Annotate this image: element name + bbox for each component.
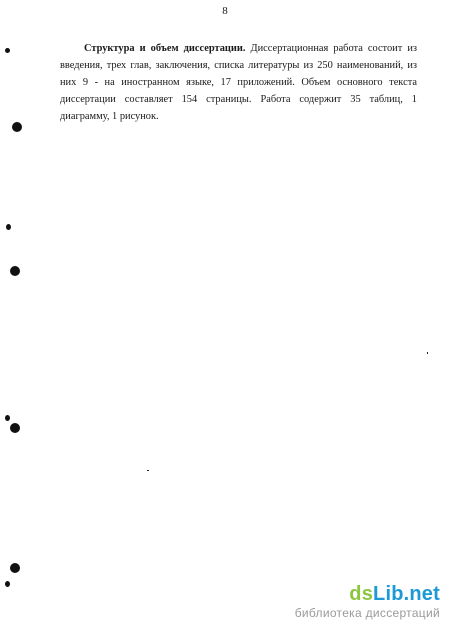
scan-mark: [10, 563, 20, 573]
watermark-logo-ds: ds: [349, 583, 374, 605]
body-paragraph: [60, 40, 417, 125]
scan-mark: [6, 224, 11, 230]
page-number: 8: [222, 5, 228, 17]
scan-mark: [5, 415, 10, 421]
scan-mark: [12, 122, 22, 132]
watermark: [295, 583, 440, 621]
watermark-tagline: библиотека диссертаций: [294, 606, 440, 620]
scan-mark: [5, 48, 10, 53]
scan-mark: [10, 266, 20, 276]
scan-mark: [10, 423, 20, 433]
scan-mark: [5, 581, 10, 587]
scan-mark: [147, 470, 149, 471]
paragraph-text: Диссертационная работа состоит из введения, трех глав, заключения, списка литературы из 250 наименований, из них 9 - на иностранном языке, 17 приложений. Объем основного текста диссертации составляет 154 страницы. Работа содержит 35 таблиц, 1 диаграмму, 1 рисунок.: [60, 43, 417, 122]
scan-mark: [427, 352, 428, 354]
section-heading: Структура и объем диссертации.: [84, 43, 246, 54]
watermark-logo: [295, 583, 440, 605]
watermark-logo-lib: Lib.net: [373, 583, 440, 605]
